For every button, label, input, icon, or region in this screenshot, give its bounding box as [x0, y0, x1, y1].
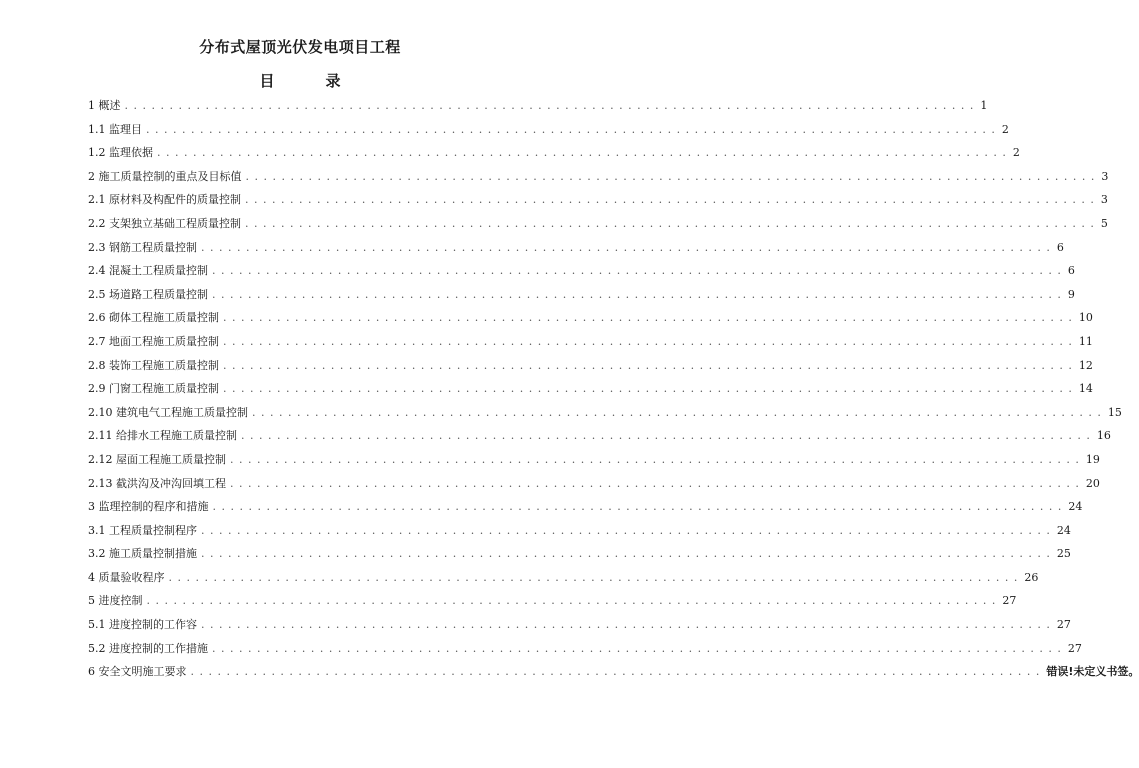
toc-dot-leader: . . . . . . . . . . . . . . . . . . . . . . . . . . . . . . . . . . . . . . . . . . . . . . . . . . . . . . . . . . . . . . . . . . . . . . . . . . . . . . . . . . . . . . . . . . . . . . . — [201, 523, 1051, 537]
toc-dot-leader: . . . . . . . . . . . . . . . . . . . . . . . . . . . . . . . . . . . . . . . . . . . . . . . . . . . . . . . . . . . . . . . . . . . . . . . . . . . . . . . . . . . . . . . . . . . . . . . — [124, 99, 975, 112]
toc-entry[interactable] — [88, 169, 1109, 193]
toc-entry-page-number: 3 — [1100, 193, 1108, 207]
toc-entry-page-number: 6 — [1056, 240, 1064, 254]
toc-entry-page-number: 14 — [1078, 382, 1093, 396]
toc-dot-leader: . . . . . . . . . . . . . . . . . . . . . . . . . . . . . . . . . . . . . . . . . . . . . . . . . . . . . . . . . . . . . . . . . . . . . . . . . . . . . . . . . . . . . . . . . . . . . . . — [168, 570, 1019, 584]
toc-entry[interactable] — [88, 546, 1071, 570]
toc-entry-label: 6 安全文明施工要求 — [88, 665, 187, 679]
toc-entry-page-number: 2 — [1012, 146, 1020, 160]
toc-entry-label: 2.9 门窗工程施工质量控制 — [88, 382, 219, 396]
toc-entry[interactable] — [88, 287, 1075, 311]
toc-entry[interactable] — [88, 216, 1108, 240]
toc-entry[interactable] — [88, 641, 1082, 665]
toc-entry-page-number: 9 — [1067, 287, 1075, 301]
toc-entry[interactable] — [88, 98, 988, 122]
toc-entry-page-number: 27 — [1002, 594, 1017, 608]
toc-entry-page-number: 1 — [980, 99, 988, 112]
toc-dot-leader: . . . . . . . . . . . . . . . . . . . . . . . . . . . . . . . . . . . . . . . . . . . . . . . . . . . . . . . . . . . . . . . . . . . . . . . . . . . . . . . . . . . . . . . . . . . . . . . — [212, 641, 1062, 655]
toc-entry[interactable] — [88, 617, 1071, 641]
toc-heading: 目 录 — [259, 72, 359, 90]
toc-entry-page-number: 15 — [1107, 405, 1122, 419]
toc-entry-label: 4 质量验收程序 — [88, 570, 165, 584]
toc-entry[interactable] — [88, 570, 1039, 594]
toc-dot-leader: . . . . . . . . . . . . . . . . . . . . . . . . . . . . . . . . . . . . . . . . . . . . . . . . . . . . . . . . . . . . . . . . . . . . . . . . . . . . . . . . . . . . . . . . . . . . . . . — [252, 405, 1102, 419]
toc-entry-page-number: 11 — [1078, 334, 1093, 348]
toc-dot-leader: . . . . . . . . . . . . . . . . . . . . . . . . . . . . . . . . . . . . . . . . . . . . . . . . . . . . . . . . . . . . . . . . . . . . . . . . . . . . . . . . . . . . . . . . . . . . . . . — [190, 665, 1041, 679]
toc-entry-page-number: 27 — [1056, 618, 1071, 632]
toc-entry-label: 2 施工质量控制的重点及目标值 — [88, 169, 242, 183]
toc-entry[interactable] — [88, 358, 1093, 382]
toc-entry-page-number: 3 — [1101, 169, 1109, 183]
toc-entry-page-number: 19 — [1085, 452, 1100, 466]
table-of-contents — [88, 98, 1139, 688]
toc-entry-label: 2.10 建筑电气工程施工质量控制 — [88, 405, 248, 419]
toc-dot-leader: . . . . . . . . . . . . . . . . . . . . . . . . . . . . . . . . . . . . . . . . . . . . . . . . . . . . . . . . . . . . . . . . . . . . . . . . . . . . . . . . . . . . . . . . . . . . . . . — [245, 193, 1095, 207]
toc-entry-page-number: 10 — [1078, 311, 1093, 325]
toc-dot-leader: . . . . . . . . . . . . . . . . . . . . . . . . . . . . . . . . . . . . . . . . . . . . . . . . . . . . . . . . . . . . . . . . . . . . . . . . . . . . . . . . . . . . . . . . . . . . . . . — [157, 146, 1007, 160]
toc-dot-leader: . . . . . . . . . . . . . . . . . . . . . . . . . . . . . . . . . . . . . . . . . . . . . . . . . . . . . . . . . . . . . . . . . . . . . . . . . . . . . . . . . . . . . . . . . . . . . . . — [212, 500, 1063, 514]
toc-dot-leader: . . . . . . . . . . . . . . . . . . . . . . . . . . . . . . . . . . . . . . . . . . . . . . . . . . . . . . . . . . . . . . . . . . . . . . . . . . . . . . . . . . . . . . . . . . . . . . . — [146, 594, 997, 608]
toc-entry-page-number: 27 — [1067, 641, 1082, 655]
toc-dot-leader: . . . . . . . . . . . . . . . . . . . . . . . . . . . . . . . . . . . . . . . . . . . . . . . . . . . . . . . . . . . . . . . . . . . . . . . . . . . . . . . . . . . . . . . . . . . . . . . — [223, 311, 1073, 325]
toc-entry[interactable] — [88, 405, 1122, 429]
toc-entry-page-number: 24 — [1068, 500, 1083, 514]
toc-entry-page-number: 16 — [1096, 429, 1111, 443]
toc-entry-label: 3 监理控制的程序和措施 — [88, 500, 209, 514]
toc-entry-label: 1.1 监理目 — [88, 122, 142, 136]
toc-entry[interactable] — [88, 145, 1020, 169]
toc-dot-leader: . . . . . . . . . . . . . . . . . . . . . . . . . . . . . . . . . . . . . . . . . . . . . . . . . . . . . . . . . . . . . . . . . . . . . . . . . . . . . . . . . . . . . . . . . . . . . . . — [201, 618, 1051, 632]
toc-entry[interactable] — [88, 664, 1139, 688]
toc-entry-label: 1.2 监理依据 — [88, 146, 153, 160]
toc-entry-label: 5.2 进度控制的工作措施 — [88, 641, 208, 655]
toc-entry-label: 3.2 施工质量控制措施 — [88, 547, 197, 561]
toc-entry[interactable] — [88, 593, 1017, 617]
toc-dot-leader: . . . . . . . . . . . . . . . . . . . . . . . . . . . . . . . . . . . . . . . . . . . . . . . . . . . . . . . . . . . . . . . . . . . . . . . . . . . . . . . . . . . . . . . . . . . . . . . — [201, 547, 1051, 561]
toc-entry[interactable] — [88, 381, 1093, 405]
toc-entry[interactable] — [88, 428, 1111, 452]
toc-dot-leader: . . . . . . . . . . . . . . . . . . . . . . . . . . . . . . . . . . . . . . . . . . . . . . . . . . . . . . . . . . . . . . . . . . . . . . . . . . . . . . . . . . . . . . . . . . . . . . . — [230, 476, 1080, 490]
toc-entry-label: 5.1 进度控制的工作容 — [88, 618, 197, 632]
toc-entry-page-number: 12 — [1078, 358, 1093, 372]
toc-entry-label: 2.8 装饰工程施工质量控制 — [88, 358, 219, 372]
toc-entry-page-number: 5 — [1100, 216, 1108, 230]
toc-dot-leader: . . . . . . . . . . . . . . . . . . . . . . . . . . . . . . . . . . . . . . . . . . . . . . . . . . . . . . . . . . . . . . . . . . . . . . . . . . . . . . . . . . . . . . . . . . . . . . . — [223, 334, 1073, 348]
toc-entry[interactable] — [88, 523, 1071, 547]
toc-entry-page-number: 20 — [1085, 476, 1100, 490]
toc-dot-leader: . . . . . . . . . . . . . . . . . . . . . . . . . . . . . . . . . . . . . . . . . . . . . . . . . . . . . . . . . . . . . . . . . . . . . . . . . . . . . . . . . . . . . . . . . . . . . . . — [223, 358, 1073, 372]
toc-entry-label: 2.6 砌体工程施工质量控制 — [88, 311, 219, 325]
toc-dot-leader: . . . . . . . . . . . . . . . . . . . . . . . . . . . . . . . . . . . . . . . . . . . . . . . . . . . . . . . . . . . . . . . . . . . . . . . . . . . . . . . . . . . . . . . . . . . . . . . — [223, 382, 1073, 396]
toc-entry-label: 2.5 场道路工程质量控制 — [88, 287, 208, 301]
toc-entry-label: 2.2 支架独立基础工程质量控制 — [88, 216, 241, 230]
toc-dot-leader: . . . . . . . . . . . . . . . . . . . . . . . . . . . . . . . . . . . . . . . . . . . . . . . . . . . . . . . . . . . . . . . . . . . . . . . . . . . . . . . . . . . . . . . . . . . . . . . — [245, 169, 1096, 183]
toc-entry-page-number: 6 — [1067, 264, 1075, 278]
toc-dot-leader: . . . . . . . . . . . . . . . . . . . . . . . . . . . . . . . . . . . . . . . . . . . . . . . . . . . . . . . . . . . . . . . . . . . . . . . . . . . . . . . . . . . . . . . . . . . . . . . — [146, 122, 996, 136]
toc-dot-leader: . . . . . . . . . . . . . . . . . . . . . . . . . . . . . . . . . . . . . . . . . . . . . . . . . . . . . . . . . . . . . . . . . . . . . . . . . . . . . . . . . . . . . . . . . . . . . . . — [201, 240, 1051, 254]
toc-entry[interactable] — [88, 263, 1075, 287]
toc-entry-page-number: 26 — [1024, 570, 1039, 584]
toc-entry-label: 2.13 截洪沟及冲沟回填工程 — [88, 476, 226, 490]
toc-dot-leader: . . . . . . . . . . . . . . . . . . . . . . . . . . . . . . . . . . . . . . . . . . . . . . . . . . . . . . . . . . . . . . . . . . . . . . . . . . . . . . . . . . . . . . . . . . . . . . . — [230, 452, 1080, 466]
toc-entry-label: 2.7 地面工程施工质量控制 — [88, 334, 219, 348]
toc-entry-page-number: 25 — [1056, 547, 1071, 561]
toc-entry-page-number: 24 — [1056, 523, 1071, 537]
toc-entry-page-number: 错误!未定义书签。 — [1046, 665, 1139, 679]
toc-entry[interactable] — [88, 499, 1083, 523]
toc-dot-leader: . . . . . . . . . . . . . . . . . . . . . . . . . . . . . . . . . . . . . . . . . . . . . . . . . . . . . . . . . . . . . . . . . . . . . . . . . . . . . . . . . . . . . . . . . . . . . . . — [212, 264, 1062, 278]
toc-entry[interactable] — [88, 240, 1064, 264]
toc-entry-label: 1 概述 — [88, 99, 121, 112]
toc-entry-label: 5 进度控制 — [88, 594, 143, 608]
toc-entry-label: 2.3 钢筋工程质量控制 — [88, 240, 197, 254]
document-title: 分布式屋顶光伏发电项目工程 — [199, 38, 401, 56]
toc-entry[interactable] — [88, 122, 1009, 146]
toc-entry[interactable] — [88, 334, 1093, 358]
toc-entry[interactable] — [88, 310, 1093, 334]
toc-entry-label: 2.11 给排水工程施工质量控制 — [88, 429, 237, 443]
toc-entry-label: 2.4 混凝土工程质量控制 — [88, 264, 208, 278]
toc-entry-page-number: 2 — [1001, 122, 1009, 136]
toc-dot-leader: . . . . . . . . . . . . . . . . . . . . . . . . . . . . . . . . . . . . . . . . . . . . . . . . . . . . . . . . . . . . . . . . . . . . . . . . . . . . . . . . . . . . . . . . . . . . . . . — [212, 287, 1062, 301]
toc-entry-label: 2.12 屋面工程施工质量控制 — [88, 452, 226, 466]
toc-dot-leader: . . . . . . . . . . . . . . . . . . . . . . . . . . . . . . . . . . . . . . . . . . . . . . . . . . . . . . . . . . . . . . . . . . . . . . . . . . . . . . . . . . . . . . . . . . . . . . . — [241, 429, 1091, 443]
toc-entry[interactable] — [88, 192, 1108, 216]
toc-entry[interactable] — [88, 476, 1100, 500]
toc-entry-label: 3.1 工程质量控制程序 — [88, 523, 197, 537]
toc-entry[interactable] — [88, 452, 1100, 476]
toc-entry-label: 2.1 原材料及构配件的质量控制 — [88, 193, 241, 207]
toc-dot-leader: . . . . . . . . . . . . . . . . . . . . . . . . . . . . . . . . . . . . . . . . . . . . . . . . . . . . . . . . . . . . . . . . . . . . . . . . . . . . . . . . . . . . . . . . . . . . . . . — [245, 216, 1095, 230]
